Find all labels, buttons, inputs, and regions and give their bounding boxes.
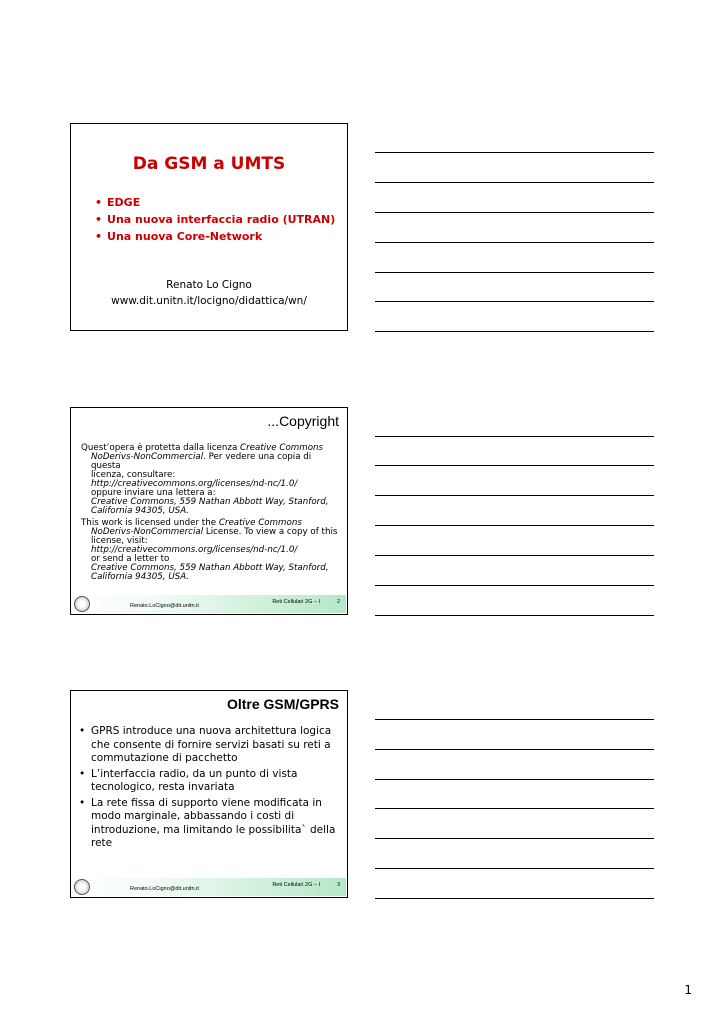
license-text: This work is licensed under the — [81, 518, 219, 528]
license-link[interactable]: http://creativecommons.org/licenses/nd-nc/1.0/ — [91, 479, 298, 489]
slide-1-title: Da GSM a UMTS — [132, 154, 286, 174]
bullet-item: • Una nuova interfaccia radio (UTRAN) — [95, 211, 335, 228]
license-text: . Per vedere una copia di questa — [91, 452, 312, 471]
footer-course: Reti Cellulari 2G – I — [272, 882, 320, 888]
university-seal-icon — [74, 596, 90, 612]
note-line — [375, 898, 654, 899]
slide-2-title: ...Copyright — [267, 413, 339, 429]
note-line — [375, 152, 654, 153]
license-line: licenza, consultare: — [91, 470, 176, 480]
course-url: www.dit.unitn.it/locigno/didattica/wn/ — [111, 295, 307, 307]
bullet-line: modo marginale, abbassando i costi di — [91, 810, 295, 822]
license-line: oppure inviare una lettera a: — [91, 488, 216, 498]
bullet-line: commutazione di pacchetto — [91, 752, 238, 764]
license-address: Creative Commons, 559 Nathan Abbott Way, Stanford, — [91, 563, 329, 573]
license-line: or send a letter to — [91, 554, 170, 564]
license-address: California 94305, USA. — [91, 572, 190, 582]
note-line — [375, 779, 654, 780]
slide-3 — [70, 690, 348, 898]
license-name: NoDerivs-NonCommercial — [91, 452, 204, 462]
bullet-line: • GPRS introduce una nuova architettura logica — [91, 725, 332, 737]
license-name: Creative Commons — [240, 443, 324, 453]
note-line — [375, 212, 654, 213]
slide-3-bullets — [79, 725, 341, 853]
note-line — [375, 585, 654, 586]
license-line — [81, 453, 343, 471]
bullet-item — [79, 768, 341, 795]
bullet-item: • EDGE — [95, 194, 335, 211]
bullet-item — [79, 797, 341, 851]
license-text: Quest’opera è protetta dalla licenza — [81, 443, 241, 453]
note-line — [375, 749, 654, 750]
bullet-line: tecnologico, resta invariata — [91, 781, 235, 793]
license-english — [81, 519, 343, 582]
license-address: California 94305, USA. — [91, 506, 190, 516]
bullet-line: rete — [91, 837, 113, 849]
note-line — [375, 182, 654, 183]
university-seal-icon — [74, 879, 90, 895]
page-number: 1 — [684, 983, 692, 997]
license-text: License. To view a copy of this — [203, 527, 338, 537]
bullet-item — [79, 725, 341, 766]
footer-page-number: 2 — [336, 599, 340, 605]
note-line — [375, 868, 654, 869]
note-line — [375, 525, 654, 526]
note-line — [375, 808, 654, 809]
slide-2 — [70, 407, 348, 615]
note-line — [375, 615, 654, 616]
license-line: license, visit: — [91, 536, 148, 546]
footer-page-number: 3 — [336, 882, 340, 888]
note-line — [375, 436, 654, 437]
slide-footer — [72, 878, 346, 896]
slide-1-bullets — [95, 194, 335, 245]
slide-3-title: Oltre GSM/GPRS — [226, 696, 339, 712]
note-line — [375, 465, 654, 466]
note-line — [375, 555, 654, 556]
license-name: NoDerivs-NonCommercial — [91, 527, 204, 537]
slide-1 — [70, 123, 348, 331]
bullet-line: • L’interfaccia radio, da un punto di vista — [91, 767, 298, 780]
license-address: Creative Commons, 559 Nathan Abbott Way, Stanford, — [91, 497, 329, 507]
footer-course: Reti Cellulari 2G – I — [272, 599, 320, 605]
note-line — [375, 242, 654, 243]
bullet-item: • Una nuova Core-Network — [95, 228, 335, 245]
footer-email: Renato.LoCigno@dit.unitn.it — [130, 603, 199, 609]
license-link[interactable]: http://creativecommons.org/licenses/nd-nc/1.0/ — [91, 545, 298, 555]
note-line — [375, 331, 654, 332]
note-line — [375, 838, 654, 839]
slide-footer — [72, 595, 346, 613]
note-line — [375, 719, 654, 720]
bullet-line: introduzione, ma limitando le possibilita` della — [91, 823, 336, 836]
note-line — [375, 272, 654, 273]
bullet-line: che consente di fornire servizi basati su reti a — [91, 738, 331, 751]
bullet-line: • La rete fissa di supporto viene modificata in — [91, 796, 322, 809]
footer-email: Renato.LoCigno@dit.unitn.it — [130, 886, 199, 892]
author-name: Renato Lo Cigno — [166, 279, 252, 291]
license-italian — [81, 444, 343, 516]
note-line — [375, 301, 654, 302]
note-line — [375, 495, 654, 496]
license-name: Creative Commons — [218, 518, 302, 528]
